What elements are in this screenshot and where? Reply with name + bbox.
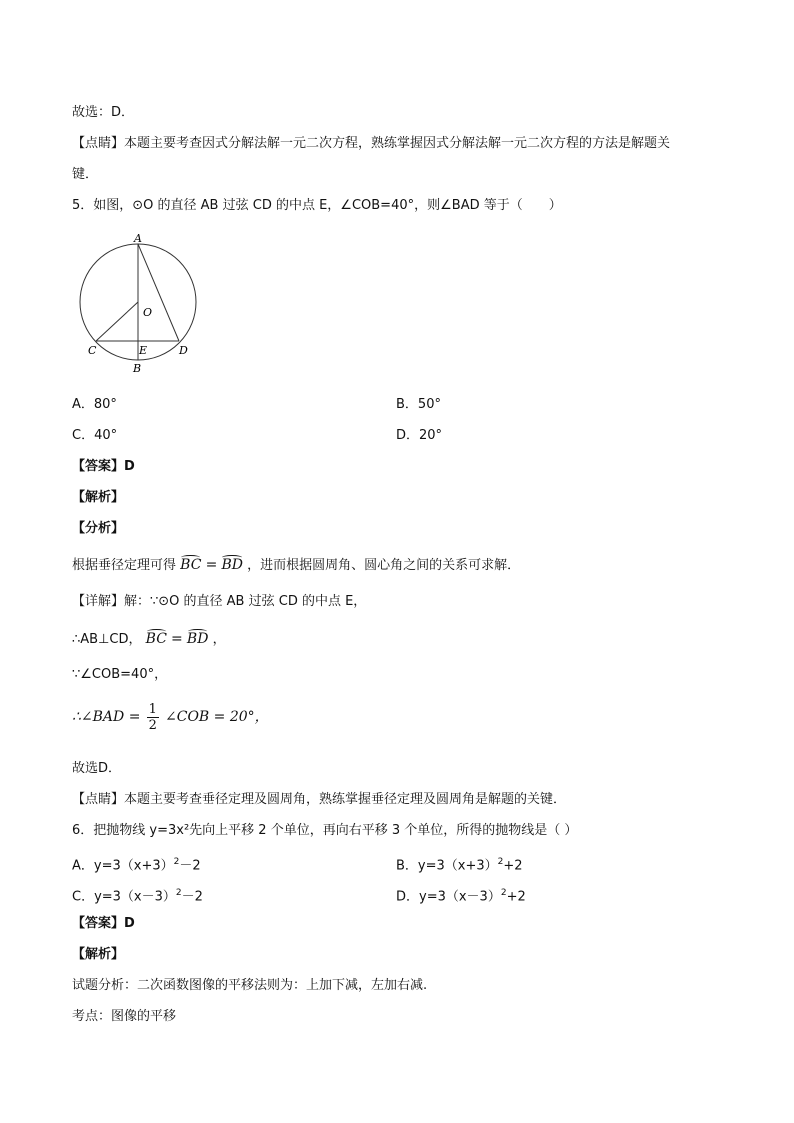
equals-sign-step: =	[171, 631, 183, 647]
step1-text-pre: ∴AB⊥CD，	[72, 632, 142, 647]
q6-analysis: 试题分析：二次函数图像的平移法则为：上加下减，左加右减.	[72, 978, 428, 993]
q5-step-2: ∵∠COB=40°，	[72, 667, 168, 682]
q6-option-b-pre: B．y=3（x+3）	[396, 858, 498, 874]
q6-option-c-pre: C．y=3（x－3）	[72, 889, 176, 905]
question-5-stem: 5．如图，⊙O 的直径 AB 过弦 CD 的中点 E，∠COB=40°，则∠BAD 等于（ ）	[72, 198, 562, 213]
q5-detail: 【详解】解：∵⊙O 的直径 AB 过弦 CD 的中点 E，	[72, 594, 367, 609]
arc-bd: BD	[221, 557, 243, 573]
label-b: B	[133, 362, 142, 375]
q5-jiexi-heading: 【解析】	[72, 490, 125, 505]
q5-answer: 【答案】D	[72, 459, 135, 474]
label-o: O	[143, 306, 153, 319]
q6-option-a-sup: 2	[173, 857, 180, 867]
q5-fenxi-heading: 【分析】	[72, 521, 125, 536]
label-e: E	[139, 344, 148, 357]
q5-step-3	[72, 701, 269, 734]
step1-text-post: ，	[212, 632, 226, 647]
q6-option-d-sup: 2	[500, 888, 507, 898]
q6-option-c	[72, 884, 203, 906]
q6-answer: 【答案】D	[72, 916, 135, 931]
label-a: A	[134, 232, 142, 245]
previous-comment: 【点睛】本题主要考查因式分解法解一元二次方程，熟练掌握因式分解法解一元二次方程的方法是解题关	[72, 136, 671, 151]
q5-step-1	[72, 630, 226, 649]
question-6-stem: 6．把抛物线 y=3x²先向上平移 2 个单位，再向右平移 3 个单位，所得的抛物线是（ ）	[72, 823, 578, 838]
q6-option-c-sup: 2	[175, 888, 182, 898]
circle-geometry-figure	[76, 230, 206, 380]
q5-option-c: C．40°	[72, 428, 118, 443]
step3-text-pre: ∴∠BAD =	[72, 709, 141, 725]
q6-option-a-pre: A．y=3（x+3）	[72, 858, 174, 874]
q5-choice: 故选D．	[72, 761, 122, 776]
fraction-numerator: 1	[148, 702, 157, 717]
q6-jiexi-heading: 【解析】	[72, 947, 125, 962]
q6-option-d	[396, 884, 526, 906]
fraction-denominator: 2	[148, 718, 157, 733]
segment-ad	[138, 244, 179, 341]
q6-option-a-post: －2	[179, 858, 201, 874]
q6-option-d-post: +2	[506, 889, 526, 905]
analysis-text-pre: 根据垂径定理可得	[72, 558, 177, 573]
q5-option-b: B．50°	[396, 397, 441, 412]
q5-dianjing: 【点睛】本题主要考查垂径定理及圆周角，熟练掌握垂径定理及圆周角是解题的关键．	[72, 792, 567, 807]
equals-sign: =	[205, 557, 218, 573]
label-d: D	[179, 344, 188, 357]
q5-analysis	[72, 556, 520, 575]
segment-oc	[96, 302, 138, 341]
analysis-text-post: ，进而根据圆周角、圆心角之间的关系可求解．	[247, 558, 521, 573]
q6-option-b	[396, 853, 523, 875]
q6-option-b-sup: 2	[497, 857, 504, 867]
q6-option-a	[72, 853, 201, 875]
q6-option-d-pre: D．y=3（x－3）	[396, 889, 501, 905]
q6-option-b-post: +2	[503, 858, 523, 874]
q5-option-d: D．20°	[396, 428, 443, 443]
arc-bc-step: BC	[145, 631, 167, 647]
arc-bc: BC	[180, 557, 202, 573]
previous-choice: 故选：D．	[72, 105, 135, 120]
fraction-one-half	[147, 702, 159, 733]
step3-text-post: ∠COB = 20°，	[165, 709, 269, 725]
arc-bd-step: BD	[186, 631, 209, 647]
previous-comment-end: 键．	[72, 167, 99, 182]
q6-option-c-post: －2	[181, 889, 203, 905]
q6-kaodian: 考点：图像的平移	[72, 1009, 177, 1024]
label-c: C	[88, 344, 97, 357]
q5-option-a: A．80°	[72, 397, 117, 412]
